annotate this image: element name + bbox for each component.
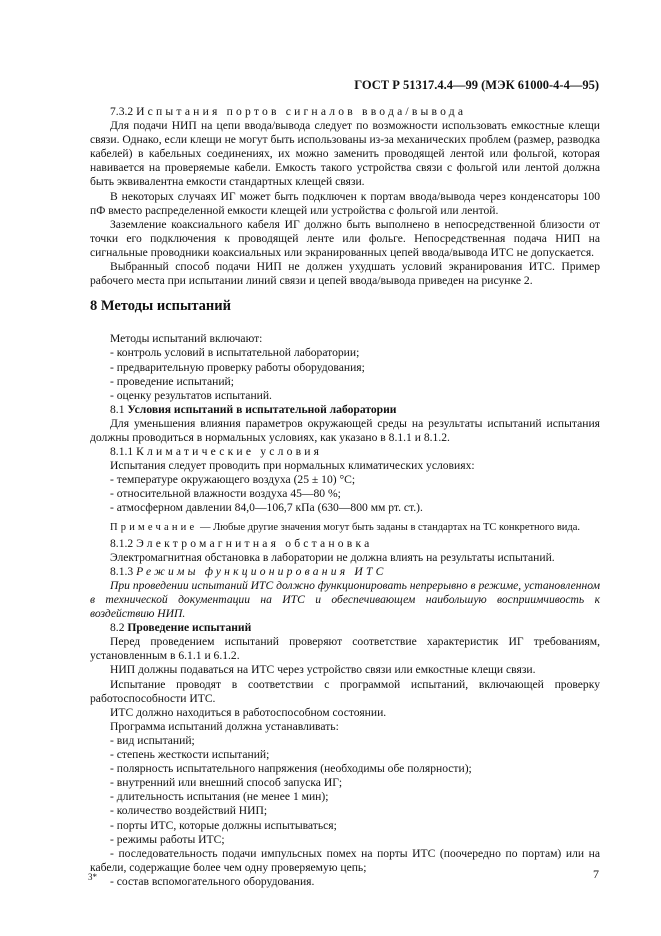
paragraph: НИП должны подаваться на ИТС через устройство связи или емкостные клещи связи. xyxy=(110,663,536,677)
paragraph: В некоторых случаях ИГ может быть подключен к портам ввода/вывода через конденсаторы 100 пФ вместо распределенной емкости клещей или устройства с фольгой или лентой. xyxy=(90,189,600,217)
clause-title: Режимы функционирования ИТС xyxy=(136,564,387,578)
list-item: - длительность испытания (не менее 1 мин); xyxy=(110,790,329,804)
list-item: - предварительную проверку работы оборудования; xyxy=(110,360,365,374)
paragraph: Испытание проводят в соответствии с программой испытаний, включающей проверку работоспособности ИТС. xyxy=(90,677,600,705)
document-body xyxy=(90,105,600,889)
clause-title: Электромагнитная обстановка xyxy=(136,536,373,550)
list-item: - степень жесткости испытаний; xyxy=(110,748,270,762)
list-item: - проведение испытаний; xyxy=(110,374,234,388)
page-number: 7 xyxy=(593,867,599,881)
paragraph: ИТС должно находиться в работоспособном состоянии. xyxy=(110,705,387,719)
clause-number: 8.1.3 xyxy=(110,564,134,578)
list-item: - контроль условий в испытательной лаборатории; xyxy=(110,346,360,360)
list-item: - последовательность подачи импульсных помех на порты ИТС (поочередно по портам) или на кабели, содержащие более чем одну проверяемую цепь; xyxy=(90,846,600,874)
clause-number: 8.1 xyxy=(110,402,125,416)
clause-number: 7.3.2 xyxy=(110,105,134,118)
clause-number: 8.2 xyxy=(110,621,125,635)
clause-8-2-heading xyxy=(90,621,600,635)
clause-title: Условия испытаний в испытательной лаборатории xyxy=(127,402,397,416)
note xyxy=(90,521,600,535)
list-item: - режимы работы ИТС; xyxy=(110,832,225,846)
note-label: Примечание xyxy=(110,521,198,533)
list-item: - полярность испытательного напряжения (необходимы обе полярности); xyxy=(110,762,472,776)
paragraph: Для уменьшения влияния параметров окружающей среды на результаты испытаний испытания должны проводиться в нормальных условиях, как указано в 8.1.1 и 8.1.2. xyxy=(90,416,600,444)
standard-header: ГОСТ Р 51317.4.4—99 (МЭК 61000-4-4—95) xyxy=(354,78,599,92)
clause-8-1-heading xyxy=(90,403,600,417)
paragraph: Испытания следует проводить при нормальных климатических условиях: xyxy=(110,459,475,473)
list-item: - атмосферном давлении 84,0—106,7 кПа (630—800 мм рт. ст.). xyxy=(110,501,423,515)
section-8-title: 8 Методы испытаний xyxy=(90,298,231,315)
paragraph: Для подачи НИП на цепи ввода/вывода следует по возможности использовать емкостные клещи связи. Однако, если клещи не могут быть использованы из-за механических проблем (размер, разводка кабелей) в кабельных соединениях, их можно заменить проводящей лентой или фольгой, которая навивается на проверяемые кабели. Емкость такого устройства связи с фольгой или лентой должна быть эквивалентна емкости стандартных клещей связи. xyxy=(90,119,600,189)
paragraph: Заземление коаксиального кабеля ИГ должно быть выполнено в непосредственной близости от точки его подключения к проводящей ленте или фольге. Непосредственная подача НИП на сигнальные проводники коаксиальных или экранированных цепей ввода/вывода ИТС не допускается. xyxy=(90,217,600,259)
paragraph: Программа испытаний должна устанавливать: xyxy=(110,719,339,733)
list-item: - порты ИТС, которые должны испытываться; xyxy=(110,818,337,832)
clause-7-3-2-heading xyxy=(90,105,600,119)
clause-title: Испытания портов сигналов ввода/вывода xyxy=(136,105,467,118)
clause-8-1-3-heading xyxy=(90,565,600,579)
note-text: — Любые другие значения могут быть заданы в стандартах на ТС конкретного вида. xyxy=(199,521,581,533)
list-item: - оценку результатов испытаний. xyxy=(110,388,272,402)
paragraph: Методы испытаний включают: xyxy=(110,332,263,346)
paragraph: Перед проведением испытаний проверяют соответствие характеристик ИГ требованиям, установленным в 6.1.1 и 6.1.2. xyxy=(90,635,600,663)
clause-title: Климатические условия xyxy=(136,445,323,459)
paragraph: Выбранный способ подачи НИП не должен ухудшать условий экранирования ИТС. Пример рабочего места при испытании линий связи и цепей ввода/вывода приведен на рисунке 2. xyxy=(90,260,600,288)
clause-number: 8.1.2 xyxy=(110,536,134,550)
clause-number: 8.1.1 xyxy=(110,445,134,459)
paragraph: Электромагнитная обстановка в лаборатории не должна влиять на результаты испытаний. xyxy=(110,550,555,564)
list-item: - состав вспомогательного оборудования. xyxy=(110,874,315,888)
list-item: - относительной влажности воздуха 45—80 %; xyxy=(110,487,341,501)
clause-8-1-2-heading xyxy=(90,537,600,551)
list-item: - количество воздействий НИП; xyxy=(110,804,268,818)
sheet-mark: 3* xyxy=(88,872,97,882)
clause-8-1-1-heading xyxy=(90,445,600,459)
paragraph: При проведении испытаний ИТС должно функционировать непрерывно в режиме, установленном в технической документации на ИТС и обеспечивающем наибольшую восприимчивость к воздействию НИП. xyxy=(90,578,600,621)
clause-title: Проведение испытаний xyxy=(127,621,252,635)
list-item: - внутренний или внешний способ запуска ИГ; xyxy=(110,776,343,790)
list-item: - температуре окружающего воздуха (25 ± 10) °С; xyxy=(110,473,356,487)
list-item: - вид испытаний; xyxy=(110,733,195,747)
